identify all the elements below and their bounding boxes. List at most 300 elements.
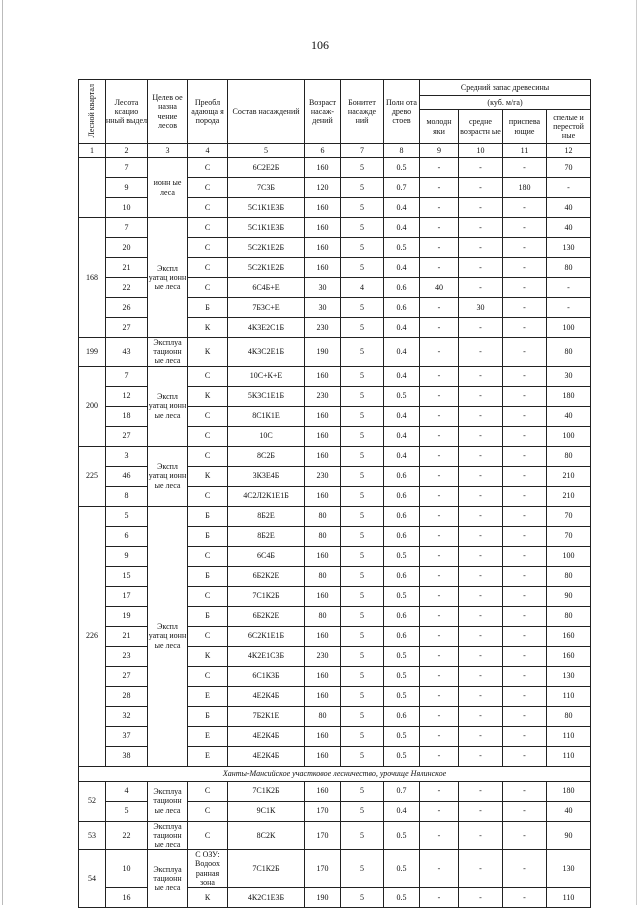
header-young: молодн яки bbox=[420, 110, 459, 144]
ripe-stock-cell: 130 bbox=[547, 666, 591, 686]
ripening-stock-cell: - bbox=[503, 366, 547, 386]
ripe-stock-cell: 180 bbox=[547, 781, 591, 801]
middle-stock-cell: - bbox=[459, 726, 503, 746]
composition-cell: 8Б2Е bbox=[228, 506, 305, 526]
bonitet-cell: 5 bbox=[341, 746, 384, 766]
header-age: Возраст насаж- дений bbox=[305, 80, 341, 144]
young-stock-cell: - bbox=[420, 546, 459, 566]
vydel-cell: 27 bbox=[106, 426, 148, 446]
header-stock: Средний запас древесины bbox=[420, 80, 591, 96]
bonitet-cell: 5 bbox=[341, 218, 384, 238]
breed-cell: Е bbox=[188, 726, 228, 746]
age-cell: 160 bbox=[305, 218, 341, 238]
fullness-cell: 0.5 bbox=[384, 666, 420, 686]
ripening-stock-cell: - bbox=[503, 466, 547, 486]
vydel-cell: 5 bbox=[106, 801, 148, 821]
header-ripe: спелые и перестой ные bbox=[547, 110, 591, 144]
ripe-stock-cell: 90 bbox=[547, 821, 591, 850]
vydel-cell: 46 bbox=[106, 466, 148, 486]
middle-stock-cell: - bbox=[459, 366, 503, 386]
middle-stock-cell: - bbox=[459, 606, 503, 626]
vydel-cell: 38 bbox=[106, 746, 148, 766]
purpose-cell: ионн ые леса bbox=[148, 158, 188, 218]
ripe-stock-cell: 110 bbox=[547, 887, 591, 907]
fullness-cell: 0.7 bbox=[384, 178, 420, 198]
composition-cell: 6С1К3Б bbox=[228, 666, 305, 686]
fullness-cell: 0.5 bbox=[384, 238, 420, 258]
bonitet-cell: 5 bbox=[341, 426, 384, 446]
middle-stock-cell: - bbox=[459, 338, 503, 367]
age-cell: 160 bbox=[305, 586, 341, 606]
age-cell: 160 bbox=[305, 486, 341, 506]
composition-cell: 4К2С1Е3Б bbox=[228, 887, 305, 907]
breed-cell: К bbox=[188, 466, 228, 486]
breed-cell: С bbox=[188, 626, 228, 646]
age-cell: 160 bbox=[305, 626, 341, 646]
young-stock-cell: - bbox=[420, 466, 459, 486]
breed-cell: С bbox=[188, 666, 228, 686]
composition-cell: 4К3С2Е1Б bbox=[228, 338, 305, 367]
middle-stock-cell: - bbox=[459, 238, 503, 258]
young-stock-cell: - bbox=[420, 238, 459, 258]
vydel-cell: 27 bbox=[106, 666, 148, 686]
young-stock-cell: - bbox=[420, 801, 459, 821]
ripening-stock-cell: - bbox=[503, 706, 547, 726]
kvartal-cell: 225 bbox=[79, 446, 106, 506]
bonitet-cell: 5 bbox=[341, 238, 384, 258]
ripening-stock-cell: - bbox=[503, 258, 547, 278]
bonitet-cell: 5 bbox=[341, 298, 384, 318]
young-stock-cell: - bbox=[420, 218, 459, 238]
composition-cell: 10С bbox=[228, 426, 305, 446]
ripe-stock-cell: 80 bbox=[547, 446, 591, 466]
ripening-stock-cell: - bbox=[503, 626, 547, 646]
composition-cell: 5С1К1Е3Б bbox=[228, 198, 305, 218]
table-row bbox=[79, 366, 591, 386]
vydel-cell: 16 bbox=[106, 887, 148, 907]
ripening-stock-cell: 180 bbox=[503, 178, 547, 198]
ripe-stock-cell: 160 bbox=[547, 626, 591, 646]
ripening-stock-cell: - bbox=[503, 746, 547, 766]
young-stock-cell: - bbox=[420, 198, 459, 218]
breed-cell: С bbox=[188, 198, 228, 218]
ripening-stock-cell: - bbox=[503, 781, 547, 801]
composition-cell: 7С3Б bbox=[228, 178, 305, 198]
middle-stock-cell: - bbox=[459, 278, 503, 298]
bonitet-cell: 5 bbox=[341, 178, 384, 198]
bonitet-cell: 5 bbox=[341, 566, 384, 586]
vydel-cell: 21 bbox=[106, 258, 148, 278]
age-cell: 160 bbox=[305, 198, 341, 218]
composition-cell: 4К2Е1С3Б bbox=[228, 646, 305, 666]
middle-stock-cell: - bbox=[459, 746, 503, 766]
purpose-cell: Экспл уатац ионн ые леса bbox=[148, 218, 188, 338]
vydel-cell: 5 bbox=[106, 506, 148, 526]
breed-cell: Б bbox=[188, 298, 228, 318]
middle-stock-cell: - bbox=[459, 218, 503, 238]
ripe-stock-cell: 130 bbox=[547, 850, 591, 888]
fullness-cell: 0.4 bbox=[384, 338, 420, 367]
fullness-cell: 0.7 bbox=[384, 781, 420, 801]
bonitet-cell: 5 bbox=[341, 318, 384, 338]
vydel-cell: 7 bbox=[106, 366, 148, 386]
ripe-stock-cell: 80 bbox=[547, 566, 591, 586]
vydel-cell: 10 bbox=[106, 198, 148, 218]
age-cell: 80 bbox=[305, 566, 341, 586]
column-number: 3 bbox=[148, 144, 188, 158]
young-stock-cell: - bbox=[420, 178, 459, 198]
ripe-stock-cell: 40 bbox=[547, 406, 591, 426]
composition-cell: 4Е2К4Б bbox=[228, 746, 305, 766]
young-stock-cell: - bbox=[420, 386, 459, 406]
young-stock-cell: - bbox=[420, 686, 459, 706]
breed-cell: С bbox=[188, 278, 228, 298]
fullness-cell: 0.6 bbox=[384, 566, 420, 586]
bonitet-cell: 5 bbox=[341, 526, 384, 546]
age-cell: 160 bbox=[305, 686, 341, 706]
middle-stock-cell: - bbox=[459, 158, 503, 178]
breed-cell: С bbox=[188, 258, 228, 278]
composition-cell: 6С2Е2Б bbox=[228, 158, 305, 178]
young-stock-cell: - bbox=[420, 158, 459, 178]
bonitet-cell: 5 bbox=[341, 646, 384, 666]
section-heading: Ханты-Мансийское участковое лесничество, урочище Нялинское bbox=[79, 766, 591, 781]
vydel-cell: 22 bbox=[106, 278, 148, 298]
middle-stock-cell: - bbox=[459, 178, 503, 198]
ripe-stock-cell: 80 bbox=[547, 706, 591, 726]
column-number: 10 bbox=[459, 144, 503, 158]
breed-cell: С bbox=[188, 218, 228, 238]
young-stock-cell: - bbox=[420, 426, 459, 446]
kvartal-cell bbox=[79, 158, 106, 218]
bonitet-cell: 5 bbox=[341, 158, 384, 178]
composition-cell: 8С2Б bbox=[228, 446, 305, 466]
age-cell: 80 bbox=[305, 506, 341, 526]
composition-cell: 4Е2К4Б bbox=[228, 686, 305, 706]
vydel-cell: 8 bbox=[106, 486, 148, 506]
middle-stock-cell: - bbox=[459, 406, 503, 426]
ripening-stock-cell: - bbox=[503, 726, 547, 746]
composition-cell: 8С1К1Е bbox=[228, 406, 305, 426]
young-stock-cell: - bbox=[420, 646, 459, 666]
ripe-stock-cell: 80 bbox=[547, 258, 591, 278]
bonitet-cell: 4 bbox=[341, 278, 384, 298]
vydel-cell: 10 bbox=[106, 850, 148, 888]
vydel-cell: 15 bbox=[106, 566, 148, 586]
middle-stock-cell: - bbox=[459, 258, 503, 278]
table-row bbox=[79, 338, 591, 367]
column-number: 2 bbox=[106, 144, 148, 158]
ripe-stock-cell: 40 bbox=[547, 801, 591, 821]
table-row bbox=[79, 446, 591, 466]
ripening-stock-cell: - bbox=[503, 446, 547, 466]
middle-stock-cell: - bbox=[459, 801, 503, 821]
young-stock-cell: - bbox=[420, 781, 459, 801]
ripening-stock-cell: - bbox=[503, 426, 547, 446]
scan-edge-right bbox=[636, 0, 637, 905]
middle-stock-cell: - bbox=[459, 446, 503, 466]
age-cell: 170 bbox=[305, 821, 341, 850]
ripening-stock-cell: - bbox=[503, 686, 547, 706]
young-stock-cell: - bbox=[420, 726, 459, 746]
composition-cell: 7Б2К1Е bbox=[228, 706, 305, 726]
fullness-cell: 0.6 bbox=[384, 626, 420, 646]
table-row bbox=[79, 781, 591, 801]
young-stock-cell: - bbox=[420, 706, 459, 726]
young-stock-cell: - bbox=[420, 821, 459, 850]
age-cell: 160 bbox=[305, 258, 341, 278]
purpose-cell: Экспл уатац ионн ые леса bbox=[148, 366, 188, 446]
age-cell: 160 bbox=[305, 158, 341, 178]
ripe-stock-cell: - bbox=[547, 298, 591, 318]
age-cell: 160 bbox=[305, 726, 341, 746]
ripe-stock-cell: 80 bbox=[547, 606, 591, 626]
breed-cell: Б bbox=[188, 566, 228, 586]
middle-stock-cell: - bbox=[459, 586, 503, 606]
breed-cell: С bbox=[188, 586, 228, 606]
ripening-stock-cell: - bbox=[503, 801, 547, 821]
middle-stock-cell: - bbox=[459, 386, 503, 406]
breed-cell: К bbox=[188, 887, 228, 907]
fullness-cell: 0.6 bbox=[384, 606, 420, 626]
composition-cell: 5С2К1Е2Б bbox=[228, 258, 305, 278]
scan-edge-left bbox=[2, 0, 3, 905]
fullness-cell: 0.4 bbox=[384, 801, 420, 821]
young-stock-cell: - bbox=[420, 446, 459, 466]
purpose-cell: Эксплуа тационн ые леса bbox=[148, 781, 188, 821]
vydel-cell: 9 bbox=[106, 178, 148, 198]
fullness-cell: 0.4 bbox=[384, 426, 420, 446]
header-composition: Состав насаждений bbox=[228, 80, 305, 144]
breed-cell: С ОЗУ: Водоох ранная зона bbox=[188, 850, 228, 888]
ripe-stock-cell: 110 bbox=[547, 686, 591, 706]
age-cell: 170 bbox=[305, 801, 341, 821]
composition-cell: 6С4Б+Е bbox=[228, 278, 305, 298]
vydel-cell: 43 bbox=[106, 338, 148, 367]
breed-cell: С bbox=[188, 366, 228, 386]
fullness-cell: 0.4 bbox=[384, 258, 420, 278]
fullness-cell: 0.4 bbox=[384, 318, 420, 338]
age-cell: 160 bbox=[305, 446, 341, 466]
vydel-cell: 19 bbox=[106, 606, 148, 626]
purpose-cell: Эксплуа тационн ые леса bbox=[148, 338, 188, 367]
middle-stock-cell: - bbox=[459, 466, 503, 486]
vydel-cell: 9 bbox=[106, 546, 148, 566]
bonitet-cell: 5 bbox=[341, 821, 384, 850]
ripe-stock-cell: 130 bbox=[547, 238, 591, 258]
young-stock-cell: - bbox=[420, 626, 459, 646]
vydel-cell: 7 bbox=[106, 218, 148, 238]
bonitet-cell: 5 bbox=[341, 706, 384, 726]
young-stock-cell: 40 bbox=[420, 278, 459, 298]
ripe-stock-cell: 100 bbox=[547, 546, 591, 566]
fullness-cell: 0.5 bbox=[384, 586, 420, 606]
young-stock-cell: - bbox=[420, 258, 459, 278]
purpose-cell: Эксплуа тационн ые леса bbox=[148, 821, 188, 850]
bonitet-cell: 5 bbox=[341, 666, 384, 686]
age-cell: 160 bbox=[305, 366, 341, 386]
table-body bbox=[79, 158, 591, 908]
kvartal-cell: 200 bbox=[79, 366, 106, 446]
ripening-stock-cell: - bbox=[503, 318, 547, 338]
bonitet-cell: 5 bbox=[341, 386, 384, 406]
ripe-stock-cell: 30 bbox=[547, 366, 591, 386]
age-cell: 230 bbox=[305, 466, 341, 486]
breed-cell: Б bbox=[188, 606, 228, 626]
age-cell: 80 bbox=[305, 526, 341, 546]
vydel-cell: 23 bbox=[106, 646, 148, 666]
vydel-cell: 28 bbox=[106, 686, 148, 706]
breed-cell: Б bbox=[188, 706, 228, 726]
fullness-cell: 0.4 bbox=[384, 406, 420, 426]
ripening-stock-cell: - bbox=[503, 298, 547, 318]
ripening-stock-cell: - bbox=[503, 198, 547, 218]
ripening-stock-cell: - bbox=[503, 821, 547, 850]
bonitet-cell: 5 bbox=[341, 366, 384, 386]
middle-stock-cell: - bbox=[459, 666, 503, 686]
ripe-stock-cell: - bbox=[547, 178, 591, 198]
breed-cell: С bbox=[188, 158, 228, 178]
breed-cell: С bbox=[188, 801, 228, 821]
bonitet-cell: 5 bbox=[341, 686, 384, 706]
table-row bbox=[79, 821, 591, 850]
composition-cell: 5К3С1Е1Б bbox=[228, 386, 305, 406]
fullness-cell: 0.5 bbox=[384, 726, 420, 746]
ripe-stock-cell: 90 bbox=[547, 586, 591, 606]
breed-cell: С bbox=[188, 781, 228, 801]
ripe-stock-cell: 100 bbox=[547, 318, 591, 338]
vydel-cell: 26 bbox=[106, 298, 148, 318]
fullness-cell: 0.5 bbox=[384, 887, 420, 907]
fullness-cell: 0.5 bbox=[384, 746, 420, 766]
table-row bbox=[79, 506, 591, 526]
composition-cell: 8С2К bbox=[228, 821, 305, 850]
vydel-cell: 27 bbox=[106, 318, 148, 338]
ripe-stock-cell: 210 bbox=[547, 486, 591, 506]
bonitet-cell: 5 bbox=[341, 586, 384, 606]
table-row bbox=[79, 218, 591, 238]
bonitet-cell: 5 bbox=[341, 486, 384, 506]
middle-stock-cell: - bbox=[459, 486, 503, 506]
composition-cell: 7С1К2Б bbox=[228, 850, 305, 888]
kvartal-cell: 168 bbox=[79, 218, 106, 338]
ripe-stock-cell: 110 bbox=[547, 726, 591, 746]
breed-cell: С bbox=[188, 546, 228, 566]
fullness-cell: 0.4 bbox=[384, 366, 420, 386]
breed-cell: К bbox=[188, 318, 228, 338]
vydel-cell: 4 bbox=[106, 781, 148, 801]
composition-cell: 6Б2К2Е bbox=[228, 606, 305, 626]
composition-cell: 4С2Л2К1Е1Б bbox=[228, 486, 305, 506]
fullness-cell: 0.6 bbox=[384, 706, 420, 726]
fullness-cell: 0.5 bbox=[384, 158, 420, 178]
fullness-cell: 0.6 bbox=[384, 466, 420, 486]
breed-cell: С bbox=[188, 406, 228, 426]
vydel-cell: 22 bbox=[106, 821, 148, 850]
age-cell: 80 bbox=[305, 706, 341, 726]
vydel-cell: 20 bbox=[106, 238, 148, 258]
middle-stock-cell: - bbox=[459, 626, 503, 646]
composition-cell: 3К3Е4Б bbox=[228, 466, 305, 486]
bonitet-cell: 5 bbox=[341, 258, 384, 278]
breed-cell: С bbox=[188, 426, 228, 446]
header-breed: Преобл адающа я порода bbox=[188, 80, 228, 144]
ripening-stock-cell: - bbox=[503, 586, 547, 606]
young-stock-cell: - bbox=[420, 666, 459, 686]
fullness-cell: 0.5 bbox=[384, 821, 420, 850]
ripe-stock-cell: 70 bbox=[547, 506, 591, 526]
breed-cell: С bbox=[188, 238, 228, 258]
young-stock-cell: - bbox=[420, 318, 459, 338]
purpose-cell: Экспл уатац ионн ые леса bbox=[148, 506, 188, 766]
bonitet-cell: 5 bbox=[341, 726, 384, 746]
middle-stock-cell: - bbox=[459, 546, 503, 566]
middle-stock-cell: - bbox=[459, 526, 503, 546]
ripening-stock-cell: - bbox=[503, 238, 547, 258]
middle-stock-cell: - bbox=[459, 887, 503, 907]
bonitet-cell: 5 bbox=[341, 801, 384, 821]
middle-stock-cell: - bbox=[459, 850, 503, 888]
age-cell: 230 bbox=[305, 386, 341, 406]
bonitet-cell: 5 bbox=[341, 198, 384, 218]
young-stock-cell: - bbox=[420, 746, 459, 766]
middle-stock-cell: - bbox=[459, 646, 503, 666]
age-cell: 160 bbox=[305, 238, 341, 258]
vydel-cell: 3 bbox=[106, 446, 148, 466]
age-cell: 170 bbox=[305, 850, 341, 888]
ripe-stock-cell: 40 bbox=[547, 218, 591, 238]
header-bonitet: Бонитет насажде ний bbox=[341, 80, 384, 144]
kvartal-cell: 52 bbox=[79, 781, 106, 821]
vydel-cell: 21 bbox=[106, 626, 148, 646]
breed-cell: Б bbox=[188, 526, 228, 546]
fullness-cell: 0.4 bbox=[384, 446, 420, 466]
age-cell: 190 bbox=[305, 338, 341, 367]
fullness-cell: 0.6 bbox=[384, 526, 420, 546]
header-middle: средне возрастн ые bbox=[459, 110, 503, 144]
bonitet-cell: 5 bbox=[341, 781, 384, 801]
bonitet-cell: 5 bbox=[341, 887, 384, 907]
composition-cell: 6С2К1Е1Б bbox=[228, 626, 305, 646]
ripe-stock-cell: 70 bbox=[547, 526, 591, 546]
fullness-cell: 0.5 bbox=[384, 850, 420, 888]
age-cell: 230 bbox=[305, 646, 341, 666]
young-stock-cell: - bbox=[420, 887, 459, 907]
kvartal-cell: 199 bbox=[79, 338, 106, 367]
column-number-row bbox=[79, 144, 591, 158]
fullness-cell: 0.5 bbox=[384, 546, 420, 566]
ripe-stock-cell: 160 bbox=[547, 646, 591, 666]
age-cell: 190 bbox=[305, 887, 341, 907]
age-cell: 120 bbox=[305, 178, 341, 198]
bonitet-cell: 5 bbox=[341, 606, 384, 626]
vydel-cell: 37 bbox=[106, 726, 148, 746]
composition-cell: 5С2К1Е2Б bbox=[228, 238, 305, 258]
middle-stock-cell: - bbox=[459, 706, 503, 726]
age-cell: 160 bbox=[305, 781, 341, 801]
breed-cell: К bbox=[188, 646, 228, 666]
ripening-stock-cell: - bbox=[503, 887, 547, 907]
young-stock-cell: - bbox=[420, 606, 459, 626]
bonitet-cell: 5 bbox=[341, 406, 384, 426]
composition-cell: 5С1К1Е3Б bbox=[228, 218, 305, 238]
ripening-stock-cell: - bbox=[503, 526, 547, 546]
young-stock-cell: - bbox=[420, 586, 459, 606]
fullness-cell: 0.6 bbox=[384, 486, 420, 506]
middle-stock-cell: - bbox=[459, 506, 503, 526]
ripe-stock-cell: 110 bbox=[547, 746, 591, 766]
ripening-stock-cell: - bbox=[503, 158, 547, 178]
